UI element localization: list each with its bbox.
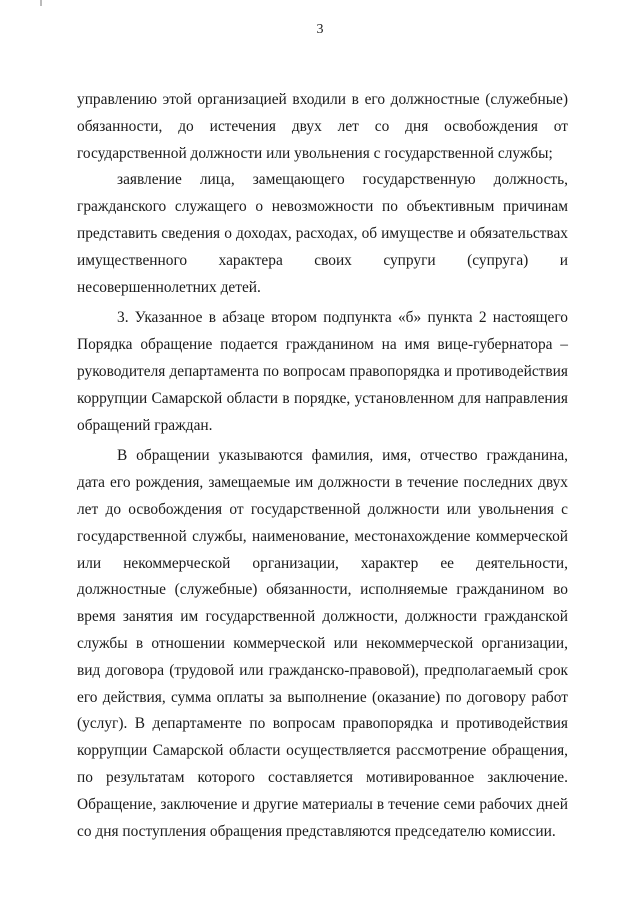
paragraph-3: 3. Указанное в абзаце втором подпункта «б» пункта 2 настоящего Порядка обращение подается гражданином на имя вице-губернатора – руководителя департамента по вопросам правопорядка и противодействия коррупции Самарской области в порядке, установленном для направления обращений граждан. [77, 309, 568, 434]
paragraph-4: В обращении указываются фамилия, имя, отчество гражданина, дата его рождения, замещаемые им должности в течение последних двух лет до освобождения от государственной должности или увольнения с государственной службы, наименование, местонахождение коммерческой или некоммерческой организации, характер ее деятельности, должностные (служебные) обязанности, исполняемые гражданином во время занятия им государственной должности, должности гражданской службы в отношении коммерческой или некоммерческой организации, вид договора (трудовой или гражданско-правовой), предполагаемый срок его действия, сумма оплаты за выполнение (оказание) по договору работ (услуг). В департаменте по вопросам правопорядка и противодействия коррупции Самарской области осуществляется рассмотрение обращения, по результатам которого составляется мотивированное заключение. Обращение, заключение и другие материалы в течение семи рабочих дней со дня поступления обращения представляются председателю комиссии. [77, 447, 568, 840]
document-body [77, 87, 568, 845]
scan-corner-mark [40, 0, 42, 6]
paragraph-1: управлению этой организацией входили в его должностные (служебные) обязанности, до истечения двух лет со дня освобождения от государственной должности или увольнения с государственной службы; [77, 91, 568, 162]
paragraph-2: заявление лица, замещающего государственную должность, гражданского служащего о невозможности по объективным причинам представить сведения о доходах, расходах, об имуществе и обязательствах имущественного характера своих супруги (супруга) и несовершеннолетних детей. [77, 171, 568, 296]
page-number: 3 [316, 22, 324, 37]
